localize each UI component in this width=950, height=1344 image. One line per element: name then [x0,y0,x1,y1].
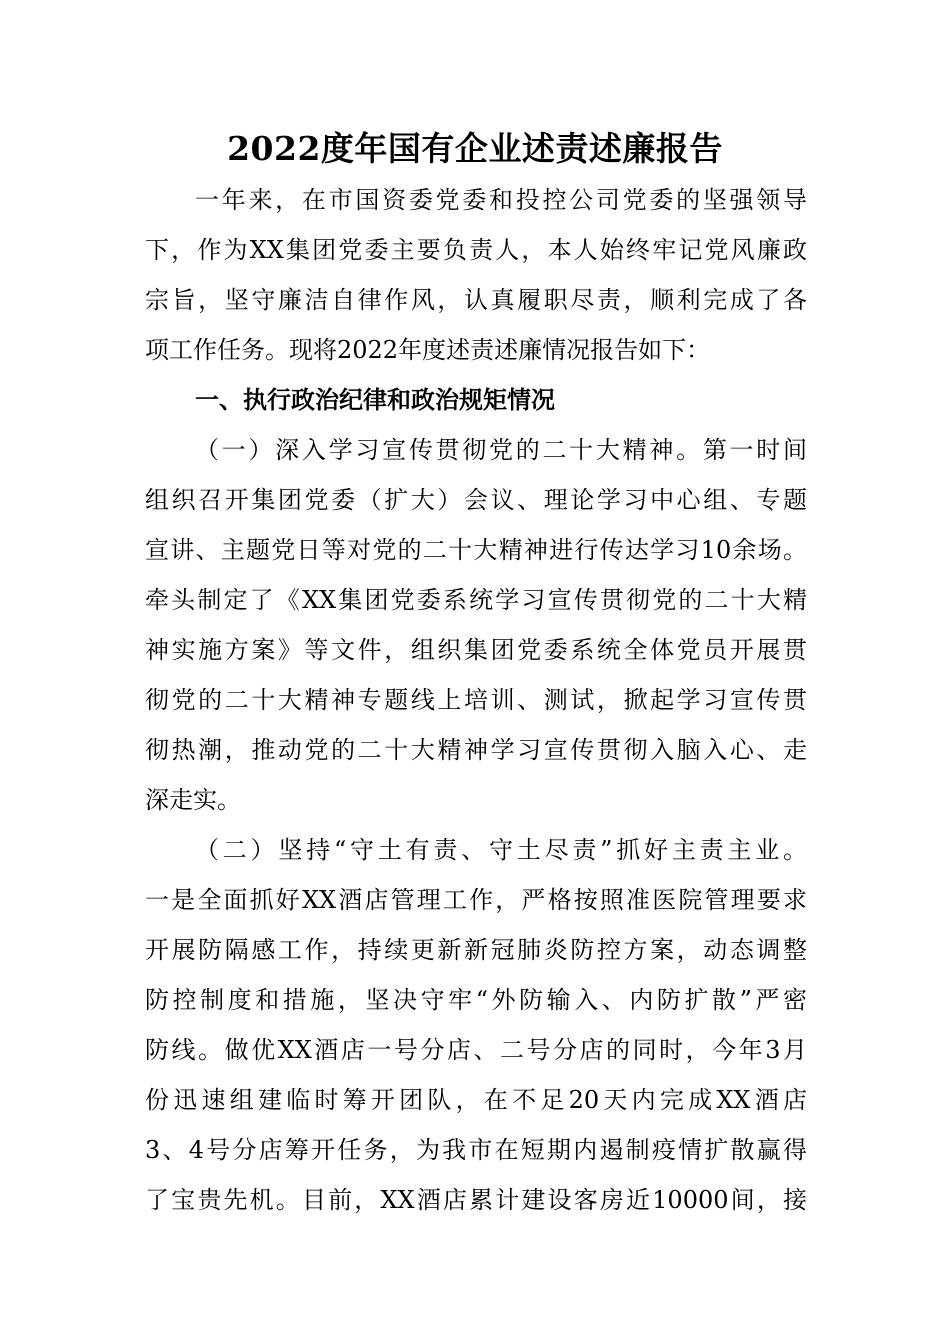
paragraph-line: 彻热潮，推动党的二十大精神学习宣传贯彻入脑入心、走 [145,736,807,764]
paragraph-line: 开展防隔感工作，持续更新新冠肺炎防控方案，动态调整 [145,936,807,964]
intro-line: 宗旨，坚守廉洁自律作风，认真履职尽责，顺利完成了各 [145,286,807,314]
paragraph-line: 神实施方案》等文件，组织集团党委系统全体党员开展贯 [145,636,807,664]
paragraph-line: 防线。做优XX酒店一号分店、二号分店的同时，今年3月 [145,1036,807,1064]
paragraph-line: 份迅速组建临时筹开团队，在不足20天内完成XX酒店 [145,1086,807,1114]
intro-line: 下，作为XX集团党委主要负责人，本人始终牢记党风廉政 [145,236,807,264]
paragraph-line: （二）坚持“守土有责、守土尽责”抓好主责主业。 [195,836,807,864]
paragraph-line: 宣讲、主题党日等对党的二十大精神进行传达学习10余场。 [145,536,807,564]
paragraph-line: 牵头制定了《XX集团党委系统学习宣传贯彻党的二十大精 [145,586,807,614]
paragraph-line: 一是全面抓好XX酒店管理工作，严格按照准医院管理要求 [145,886,807,914]
paragraph-line: 彻党的二十大精神专题线上培训、测试，掀起学习宣传贯 [145,686,807,714]
paragraph-line: （一）深入学习宣传贯彻党的二十大精神。第一时间 [195,436,807,464]
section-heading: 一、执行政治纪律和政治规矩情况 [195,386,555,414]
document-title: 2022度年国有企业述责述廉报告 [227,129,723,168]
paragraph-line: 3、4号分店筹开任务，为我市在短期内遏制疫情扩散赢得 [145,1136,807,1164]
intro-line: 一年来，在市国资委党委和投控公司党委的坚强领导 [195,186,807,214]
paragraph-line: 深走实。 [145,786,241,814]
paragraph-line: 组织召开集团党委（扩大）会议、理论学习中心组、专题 [145,486,807,514]
intro-line: 项工作任务。现将2022年度述责述廉情况报告如下： [145,336,711,364]
paragraph-line: 防控制度和措施，坚决守牢“外防输入、内防扩散”严密 [145,986,807,1014]
paragraph-line: 了宝贵先机。目前，XX酒店累计建设客房近10000间，接 [145,1186,807,1214]
